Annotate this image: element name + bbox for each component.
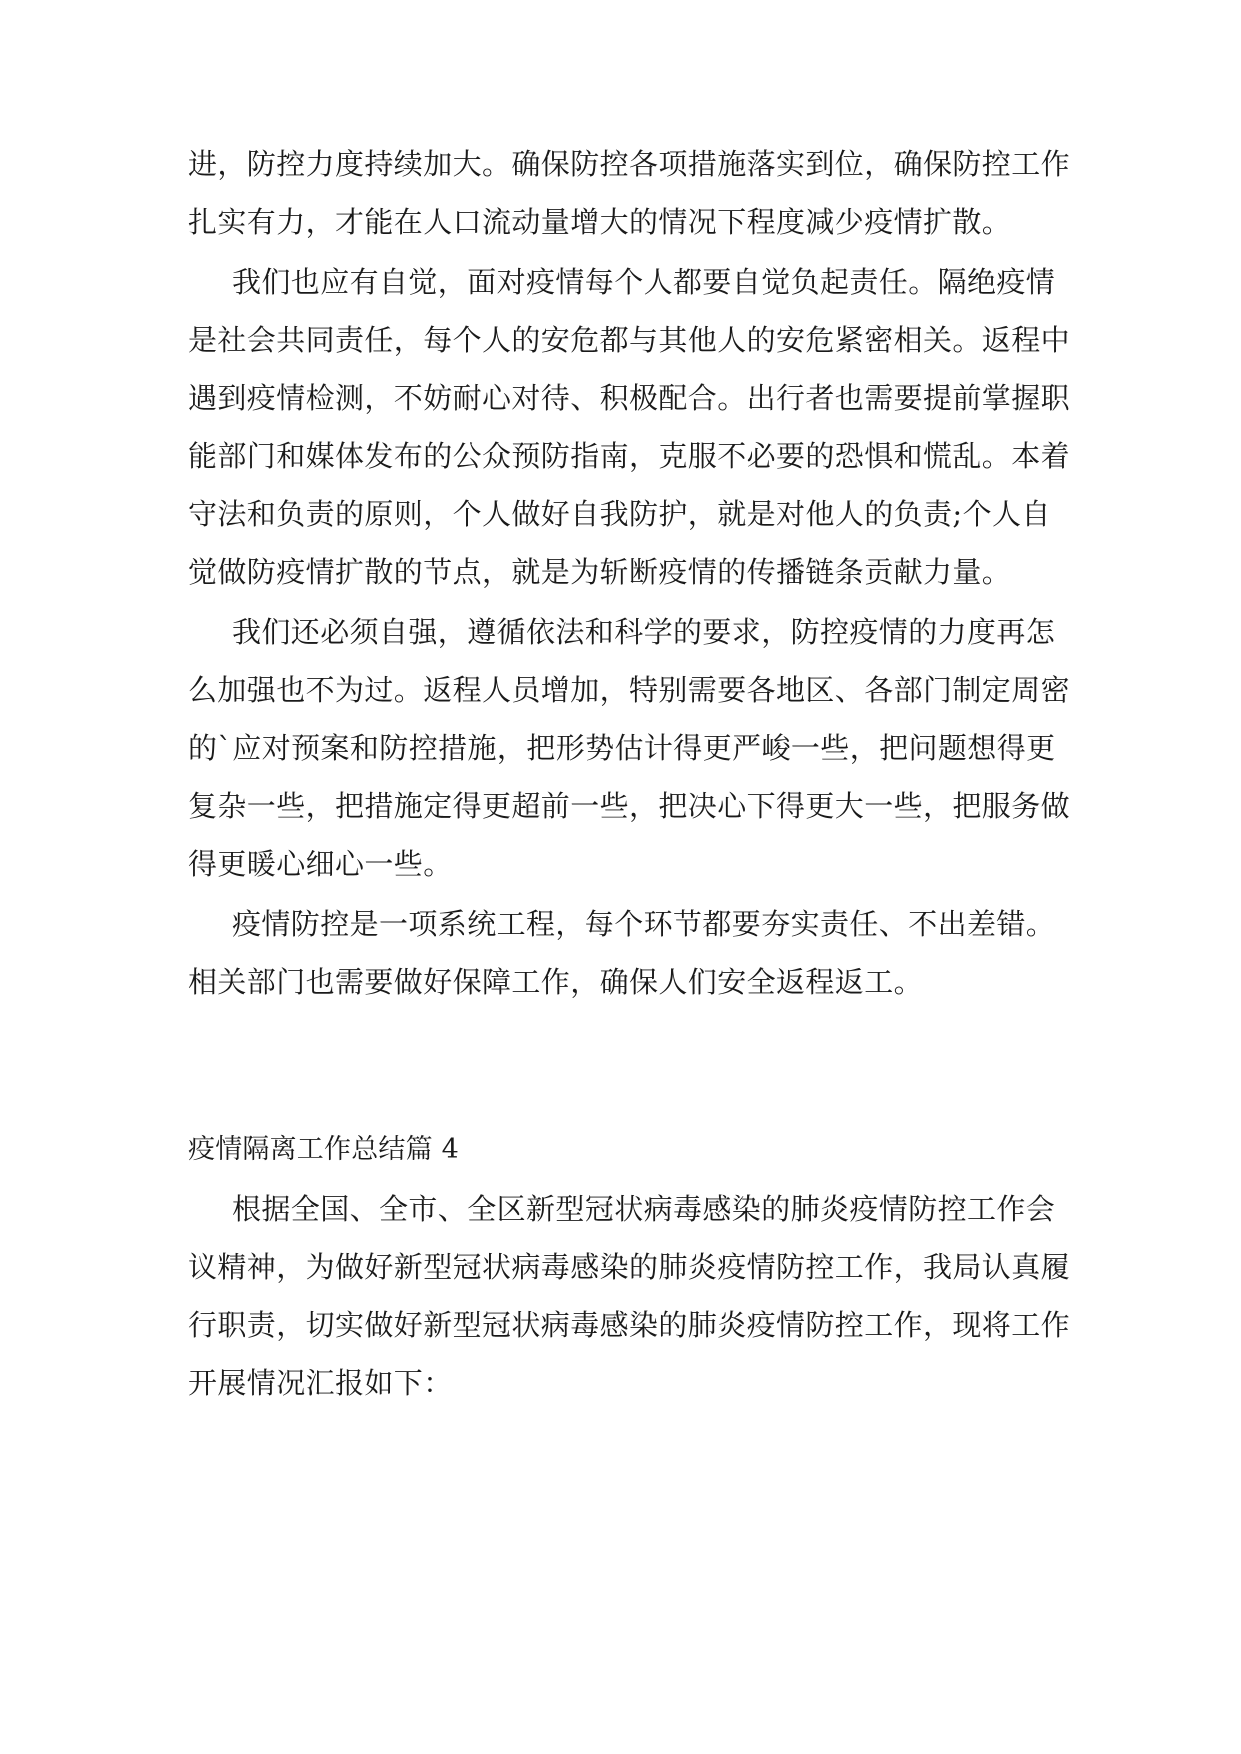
text-line: 能部门和媒体发布的公众预防指南，克服不必要的恐惧和慌乱。本着: [188, 439, 1071, 473]
text-line: 么加强也不为过。返程人员增加，特别需要各地区、各部门制定周密: [188, 673, 1071, 707]
text-line: 行职责，切实做好新型冠状病毒感染的肺炎疫情防控工作，现将工作: [188, 1308, 1071, 1342]
text-line: 进，防控力度持续加大。确保防控各项措施落实到位，确保防控工作: [188, 147, 1071, 181]
section-heading: 疫情隔离工作总结篇 4: [188, 1134, 459, 1165]
text-line: 议精神，为做好新型冠状病毒感染的肺炎疫情防控工作，我局认真履: [188, 1250, 1071, 1284]
text-line: 根据全国、全市、全区新型冠状病毒感染的肺炎疫情防控工作会: [232, 1192, 1056, 1226]
text-line: 守法和负责的原则，个人做好自我防护，就是对他人的负责;个人自: [188, 497, 1051, 531]
text-line: 复杂一些，把措施定得更超前一些，把决心下得更大一些，把服务做: [188, 789, 1071, 823]
text-line: 扎实有力，才能在人口流动量增大的情况下程度减少疫情扩散。: [188, 205, 1012, 239]
text-line: 我们还必须自强，遵循依法和科学的要求，防控疫情的力度再怎: [232, 615, 1056, 649]
text-line: 我们也应有自觉，面对疫情每个人都要自觉负起责任。隔绝疫情: [232, 265, 1056, 299]
text-line: 疫情防控是一项系统工程，每个环节都要夯实责任、不出差错。: [232, 907, 1056, 941]
text-line: 遇到疫情检测，不妨耐心对待、积极配合。出行者也需要提前掌握职: [188, 381, 1071, 415]
text-line: 是社会共同责任，每个人的安危都与其他人的安危紧密相关。返程中: [188, 323, 1071, 357]
text-line: 开展情况汇报如下：: [188, 1366, 453, 1400]
text-line: 觉做防疫情扩散的节点，就是为斩断疫情的传播链条贡献力量。: [188, 555, 1012, 589]
text-line: 相关部门也需要做好保障工作，确保人们安全返程返工。: [188, 965, 924, 999]
text-line: 得更暖心细心一些。: [188, 847, 453, 881]
text-line: 的`应对预案和防控措施，把形势估计得更严峻一些，把问题想得更: [188, 731, 1056, 765]
